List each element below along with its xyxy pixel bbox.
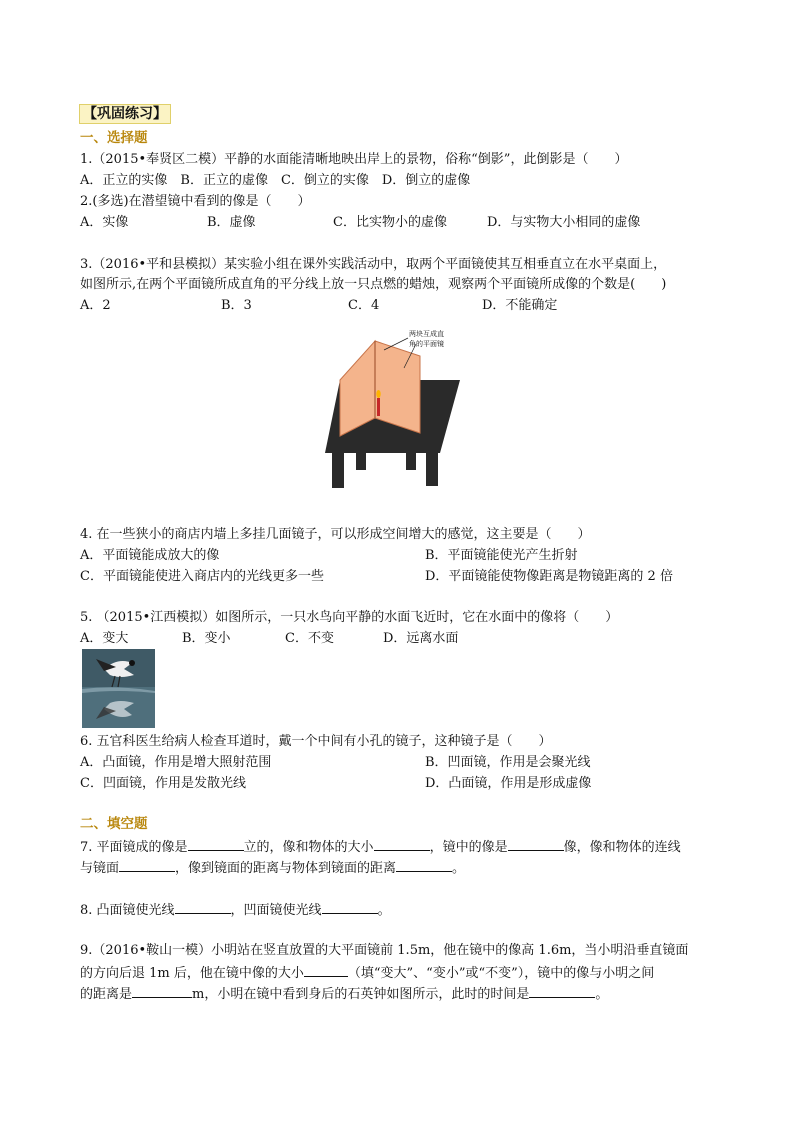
q8-blank-1[interactable] <box>175 900 231 914</box>
q8-part: 8. 凸面镜使光线 <box>80 903 175 918</box>
q9-blank-3[interactable] <box>529 984 595 998</box>
q7-blank-3[interactable] <box>508 837 564 851</box>
q7-blank-5[interactable] <box>396 858 452 872</box>
q2-text: 2.(多选)在潜望镜中看到的像是（ ） <box>80 194 311 209</box>
q1-options: A．正立的实像 B．正立的虚像 C．倒立的实像 D．倒立的虚像 <box>80 173 471 188</box>
q4-option-c: C．平面镜能使进入商店内的光线更多一些 <box>80 569 324 584</box>
q6-option-d: D．凸面镜，作用是形成虚像 <box>425 776 592 791</box>
q3-option-d: D．不能确定 <box>482 298 558 313</box>
table-leg-right <box>426 452 438 486</box>
q2-option-b: B．虚像 <box>207 215 256 230</box>
q7-part: ，镜中的像是 <box>429 840 508 855</box>
mirror-table-figure <box>320 318 465 490</box>
q3-text-line1: 3.（2016•平和县模拟）某实验小组在课外实践活动中，取两个平面镜使其互相垂直立在水平桌面上， <box>80 257 667 272</box>
table-leg-back-right <box>406 452 416 470</box>
q4-option-a: A．平面镜能成放大的像 <box>80 548 220 563</box>
q9-line3 <box>80 984 608 1003</box>
q4-option-b: B．平面镜能使光产生折射 <box>425 548 578 563</box>
q9-blank-1[interactable] <box>304 963 348 977</box>
q9-part: 的方向后退 1m 后，他在镜中像的大小 <box>80 966 304 981</box>
q8-part: ，凹面镜使光线 <box>230 903 322 918</box>
q7-blank-1[interactable] <box>188 837 244 851</box>
section-choice-title: 一、选择题 <box>80 130 148 146</box>
mirror-right <box>375 341 420 433</box>
q7-blank-2[interactable] <box>374 837 430 851</box>
q9-line1: 9.（2016•鞍山一模）小明站在竖直放置的大平面镜前 1.5m，他在镜中的像高 1.6m，当小明沿垂直镜面 <box>80 943 689 958</box>
q9-part: m，小明在镜中看到身后的石英钟如图所示，此时的时间是 <box>192 987 530 1002</box>
q7-blank-4[interactable] <box>119 858 175 872</box>
q3-option-a: A．2 <box>80 298 111 313</box>
figure-label-line2: 角的平面镜 <box>409 340 444 348</box>
q9-blank-2[interactable] <box>132 984 192 998</box>
q3-option-c: C．4 <box>348 298 380 313</box>
q8-part: 。 <box>377 903 391 918</box>
q9-part: 。 <box>595 987 609 1002</box>
water-bird-photo <box>82 649 155 728</box>
q5-text: 5. （2015•江西模拟）如图所示，一只水鸟向平静的水面飞近时，它在水面中的像将（ ） <box>80 610 619 625</box>
q7-part: ，像到镜面的距离与物体到镜面的距离 <box>175 861 397 876</box>
q7-part: 像，像和物体的连线 <box>563 840 681 855</box>
candle <box>377 398 380 416</box>
q7-part: 立的，像和物体的大小 <box>243 840 374 855</box>
q7-line1 <box>80 837 681 856</box>
q6-option-b: B．凹面镜，作用是会聚光线 <box>425 755 591 770</box>
section-fill-title: 二、填空题 <box>80 816 148 832</box>
q9-part: 的距离是 <box>80 987 133 1002</box>
q5-option-d: D．远离水面 <box>383 631 459 646</box>
q9-line2 <box>80 963 654 982</box>
q8-line <box>80 900 391 919</box>
q5-option-b: B．变小 <box>182 631 231 646</box>
q5-option-a: A．变大 <box>80 631 129 646</box>
table-leg-back-left <box>356 452 366 470</box>
q2-option-c: C．比实物小的虚像 <box>333 215 447 230</box>
figure-label-line1: 两块互成直 <box>409 330 444 338</box>
q3-option-b: B．3 <box>221 298 252 313</box>
q6-option-a: A．凸面镜，作用是增大照射范围 <box>80 755 272 770</box>
q7-line2 <box>80 858 465 877</box>
q2-option-d: D．与实物大小相同的虚像 <box>487 215 641 230</box>
q7-part: 与镜面 <box>80 861 120 876</box>
table-leg-left <box>332 452 344 488</box>
q7-part: 7. 平面镜成的像是 <box>80 840 188 855</box>
q8-blank-2[interactable] <box>322 900 378 914</box>
q4-text: 4. 在一些狭小的商店内墙上多挂几面镜子，可以形成空间增大的感觉，这主要是（ ） <box>80 527 591 542</box>
q5-option-c: C．不变 <box>285 631 334 646</box>
candle-flame <box>376 390 380 398</box>
q3-text-line2: 如图所示,在两个平面镜所成直角的平分线上放一只点燃的蜡烛，观察两个平面镜所成像的个数是( ) <box>80 277 667 292</box>
q7-part: 。 <box>452 861 466 876</box>
q4-option-d: D．平面镜能使物像距离是物镜距离的 2 倍 <box>425 569 673 584</box>
q6-text: 6. 五官科医生给病人检查耳道时，戴一个中间有小孔的镜子，这种镜子是（ ） <box>80 734 552 749</box>
q2-option-a: A．实像 <box>80 215 129 230</box>
q9-part: （填“变大”、“变小”或“不变”），镜中的像与小明之间 <box>347 966 655 981</box>
practice-tag: 【巩固练习】 <box>79 104 171 124</box>
q6-option-c: C．凹面镜，作用是发散光线 <box>80 776 246 791</box>
q1-text: 1.（2015•奉贤区二模）平静的水面能清晰地映出岸上的景物，俗称“倒影”，此倒影是（ ） <box>80 152 628 167</box>
